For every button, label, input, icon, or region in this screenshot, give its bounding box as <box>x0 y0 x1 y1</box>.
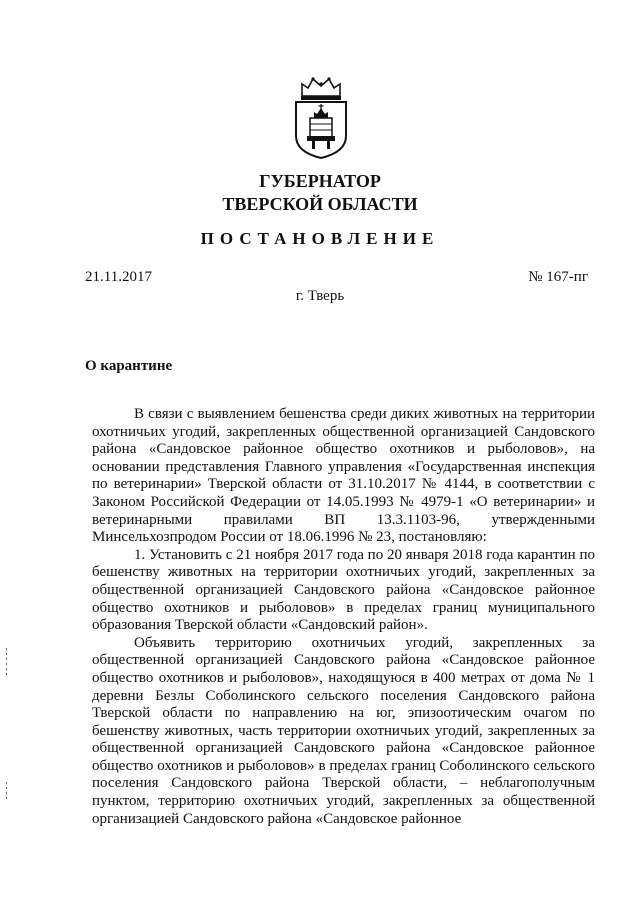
document-number: № 167-пг <box>528 269 588 285</box>
document-date: 21.11.2017 <box>85 269 152 285</box>
document-place: г. Тверь <box>295 288 345 304</box>
governor-title: ГУБЕРНАТОР <box>259 171 381 191</box>
document-type-title: ПОСТАНОВЛЕНИЕ <box>200 229 440 248</box>
region-title: ТВЕРСКОЙ ОБЛАСТИ <box>222 194 418 214</box>
body-paragraph-2: 1. Установить с 21 ноября 2017 года по 20 января 2018 года карантин по бешенству животных на территории охотничьих угодий, закрепленных за общественной организацией Сандовского района «Сандовское районное общество охотников и рыболовов» в пределах границ муниципального образования Тверской области «Сандовский район». <box>92 546 595 634</box>
scan-margin-marks <box>6 782 8 802</box>
body-paragraph-3: Объявить территорию охотничьих угодий, закрепленных за общественной организацией Сандовского района «Сандовское районное общество охотников и рыболовов», находящуюся в 400 метрах от дома № 1 деревни Безлы Соболинского сельского поселения Сандовского района Тверской области по направлению на юг, эпизоотическим очагом по бешенству животных, часть территории охотничьих угодий, закрепленных за общественной организацией Сандовского района «Сандовское районное общество охотников и рыболовов» в пределах границ Соболинского сельского поселения Сандовского района Тверской области, – неблагополучным пунктом, территорию охотничьих угодий, закрепленных за общественной организацией Сандовского района «Сандовское районное <box>92 634 595 827</box>
document-subject: О карантине <box>85 358 173 374</box>
scan-margin-marks <box>6 648 8 678</box>
document-body <box>92 406 595 828</box>
tver-coat-of-arms-icon <box>288 74 354 160</box>
body-paragraph-1: В связи с выявлением бешенства среди диких животных на территории охотничьих угодий, закрепленных общественной организацией Сандовского района «Сандовское районное общество охотников и рыболовов», на основании представления Главного управления «Государственная инспекция по ветеринарии» Тверской области от 31.10.2017 № 4144, в соответствии с Законом Российской Федерации от 14.05.1993 № 4979-1 «О ветеринарии» и ветеринарными правилами ВП 13.3.1103-96, утвержденными Минсельхозпродом России от 18.06.1996 № 23, постановляю: <box>92 406 595 546</box>
